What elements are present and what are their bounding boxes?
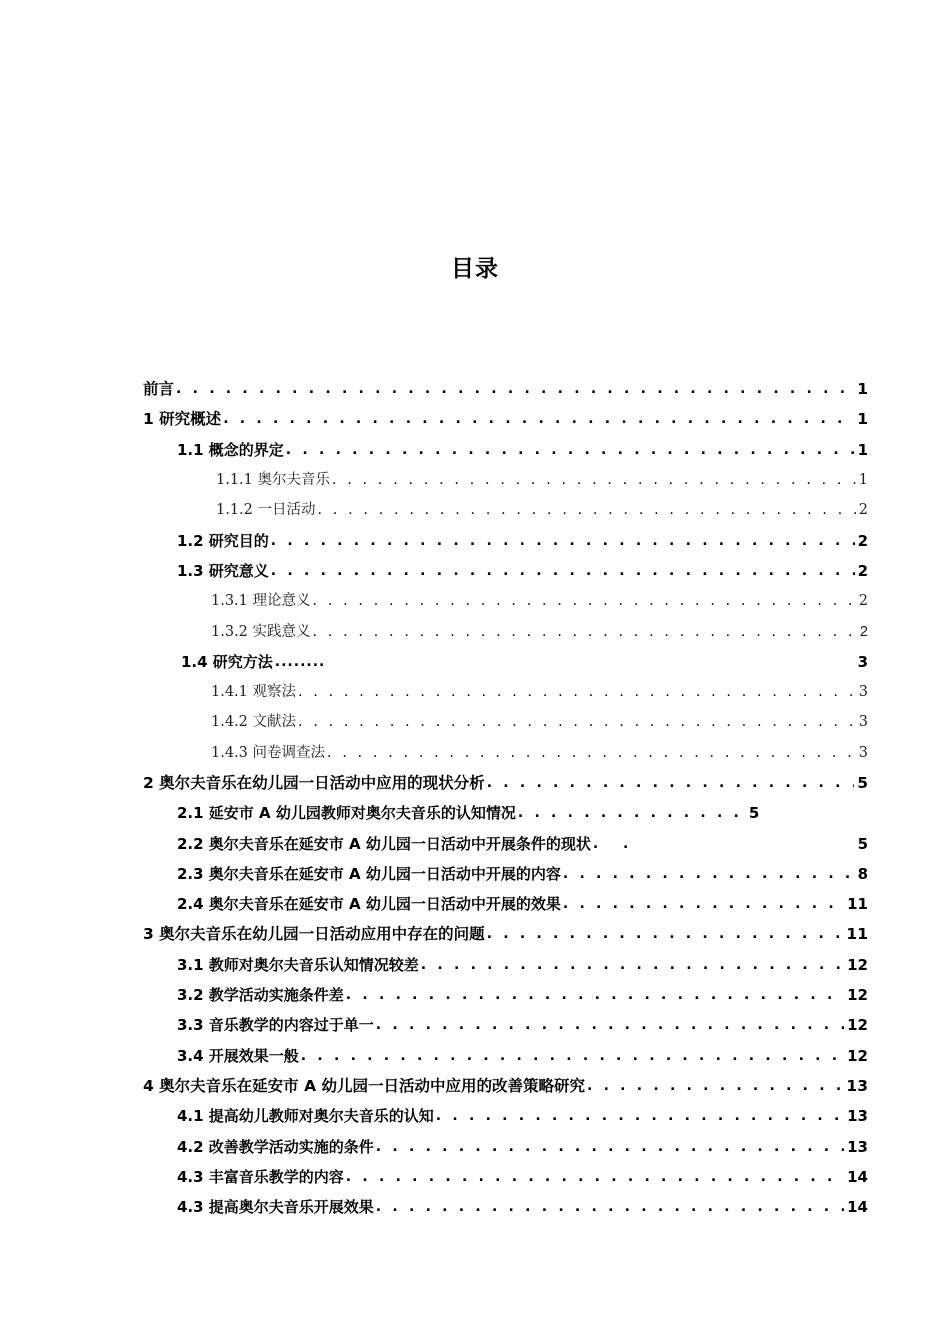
dot-leader: [223, 404, 854, 434]
toc-entry-label: 4.3 丰富音乐教学的内容: [177, 1167, 344, 1186]
toc-page-number: 1: [857, 410, 868, 429]
dot-leader: [587, 1071, 843, 1101]
toc-page-number: 1: [857, 380, 868, 399]
dot-leader: [421, 950, 844, 980]
dot-leader: [593, 829, 633, 859]
toc-entry-label: 2.3 奥尔夫音乐在延安市 A 幼儿园一日活动中开展的内容: [177, 864, 561, 883]
table-of-contents: [0, 374, 950, 1222]
toc-entry[interactable]: [0, 1041, 950, 1071]
toc-entry[interactable]: [0, 495, 950, 525]
toc-entry[interactable]: [0, 1192, 950, 1222]
dot-leader: [176, 374, 854, 404]
toc-entry-label: 3.4 开展效果一般: [177, 1046, 299, 1065]
dot-leader: [376, 1010, 844, 1040]
toc-page-number: 3: [858, 714, 868, 731]
toc-page-number: 11: [847, 895, 868, 914]
dot-leader: [275, 647, 326, 677]
dot-leader: [487, 919, 844, 949]
toc-entry-label: 前言: [143, 380, 175, 399]
dot-leader: [346, 980, 844, 1010]
dot-leader: [271, 526, 855, 556]
toc-entry[interactable]: [0, 798, 950, 828]
toc-entry[interactable]: [0, 435, 950, 465]
toc-entry-label: 1.1.2 一日活动: [216, 502, 316, 519]
dot-leader: [346, 1162, 844, 1192]
dot-leader: [518, 798, 746, 828]
page-title: 目录: [451, 256, 499, 282]
toc-entry-label: 1.4.3 问卷调查法: [211, 744, 326, 761]
toc-page-number: 5: [748, 804, 760, 823]
toc-entry[interactable]: [0, 1010, 950, 1040]
toc-entry-label: 1.4.1 观察法: [211, 684, 297, 701]
toc-entry-label: 1.4.2 文献法: [211, 714, 297, 731]
dot-leader: [318, 495, 856, 525]
toc-entry-label: 1.2 研究目的: [177, 531, 269, 550]
dot-leader: [327, 738, 856, 768]
toc-page-number: 2: [859, 623, 868, 640]
dot-leader: [298, 707, 856, 737]
toc-entry[interactable]: [0, 404, 950, 434]
dot-leader: [487, 768, 855, 798]
toc-entry-label: 1.3.1 理论意义: [211, 593, 311, 610]
toc-entry-label: 4 奥尔夫音乐在延安市 A 幼儿园一日活动中应用的改善策略研究: [143, 1076, 585, 1095]
toc-entry[interactable]: [0, 586, 950, 616]
toc-page-number: 13: [846, 1076, 868, 1095]
toc-entry[interactable]: [0, 1162, 950, 1192]
toc-entry-label: 1.1 概念的界定: [177, 440, 284, 459]
toc-page-number: 14: [847, 1198, 868, 1217]
toc-page-number: 2: [857, 561, 868, 580]
dot-leader: [436, 1101, 844, 1131]
dot-leader: [332, 465, 856, 495]
toc-entry[interactable]: [0, 828, 950, 858]
toc-page-number: 2: [858, 593, 868, 610]
toc-entry-label: 1.4 研究方法: [181, 652, 273, 671]
toc-page-number: 13: [847, 1107, 868, 1126]
toc-entry[interactable]: [0, 919, 950, 949]
toc-entry[interactable]: [0, 1071, 950, 1101]
toc-entry[interactable]: [0, 738, 950, 768]
toc-page-number: 12: [847, 986, 868, 1005]
toc-entry-label: 4.1 提高幼儿教师对奥尔夫音乐的认知: [177, 1107, 434, 1126]
toc-entry-label: 3.3 音乐教学的内容过于单一: [177, 1016, 374, 1035]
toc-page-number: 3: [857, 652, 868, 671]
toc-entry[interactable]: [0, 950, 950, 980]
toc-page-number: 5: [857, 774, 868, 792]
toc-entry-label: 1.1.1 奥尔夫音乐: [216, 472, 331, 489]
toc-entry[interactable]: [0, 616, 950, 646]
toc-entry-label: 3.2 教学活动实施条件差: [177, 986, 344, 1005]
dot-leader: [563, 889, 844, 919]
dot-leader: [271, 556, 855, 586]
toc-entry-label: 3.1 教师对奥尔夫音乐认知情况较差: [177, 955, 419, 974]
dot-leader: [563, 859, 855, 889]
toc-entry[interactable]: [0, 859, 950, 889]
toc-entry-label: 1.3 研究意义: [177, 561, 269, 580]
toc-entry[interactable]: [0, 1131, 950, 1161]
dot-leader: [376, 1192, 844, 1222]
toc-entry-label: 1 研究概述: [143, 410, 222, 429]
toc-entry[interactable]: [0, 707, 950, 737]
toc-entry[interactable]: [0, 889, 950, 919]
toc-entry[interactable]: [0, 374, 950, 404]
toc-page-number: 1: [857, 440, 868, 459]
toc-page-number: 14: [847, 1167, 868, 1186]
toc-page-number: 12: [847, 955, 868, 974]
toc-page-number: 2: [857, 531, 868, 550]
toc-entry[interactable]: [0, 465, 950, 495]
toc-entry-label: 2.2 奥尔夫音乐在延安市 A 幼儿园一日活动中开展条件的现状: [177, 834, 591, 853]
toc-entry-label: 2.1 延安市 A 幼儿园教师对奥尔夫音乐的认知情况: [177, 804, 516, 823]
toc-page-number: 3: [858, 684, 868, 701]
toc-entry[interactable]: [0, 677, 950, 707]
toc-page-number: 3: [858, 744, 868, 761]
dot-leader: [286, 435, 855, 465]
toc-page-number: 5: [857, 834, 868, 853]
toc-entry[interactable]: [0, 556, 950, 586]
toc-entry-label: 1.3.2 实践意义: [211, 623, 311, 640]
toc-entry[interactable]: [0, 647, 950, 677]
toc-entry-label: 4.3 提高奥尔夫音乐开展效果: [177, 1198, 374, 1217]
toc-page-number: 8: [857, 864, 868, 883]
toc-entry[interactable]: [0, 1101, 950, 1131]
toc-entry[interactable]: [0, 768, 950, 798]
toc-entry-label: 2 奥尔夫音乐在幼儿园一日活动中应用的现状分析: [143, 774, 485, 792]
toc-page-number: 13: [847, 1137, 868, 1156]
dot-leader: [301, 1041, 844, 1071]
toc-page-number: 11: [846, 925, 868, 944]
toc-page-number: 12: [847, 1016, 868, 1035]
toc-page-number: 12: [847, 1046, 868, 1065]
toc-page-number: 2: [858, 502, 868, 519]
dot-leader: [313, 617, 857, 647]
toc-entry[interactable]: [0, 980, 950, 1010]
toc-entry-label: 2.4 奥尔夫音乐在延安市 A 幼儿园一日活动中开展的效果: [177, 895, 561, 914]
dot-leader: [313, 586, 856, 616]
toc-entry-label: 4.2 改善教学活动实施的条件: [177, 1137, 374, 1156]
toc-entry-label: 3 奥尔夫音乐在幼儿园一日活动应用中存在的问题: [143, 925, 485, 944]
dot-leader: [298, 677, 856, 707]
toc-entry[interactable]: [0, 525, 950, 555]
toc-page-number: 1: [858, 472, 868, 489]
dot-leader: [376, 1132, 844, 1162]
